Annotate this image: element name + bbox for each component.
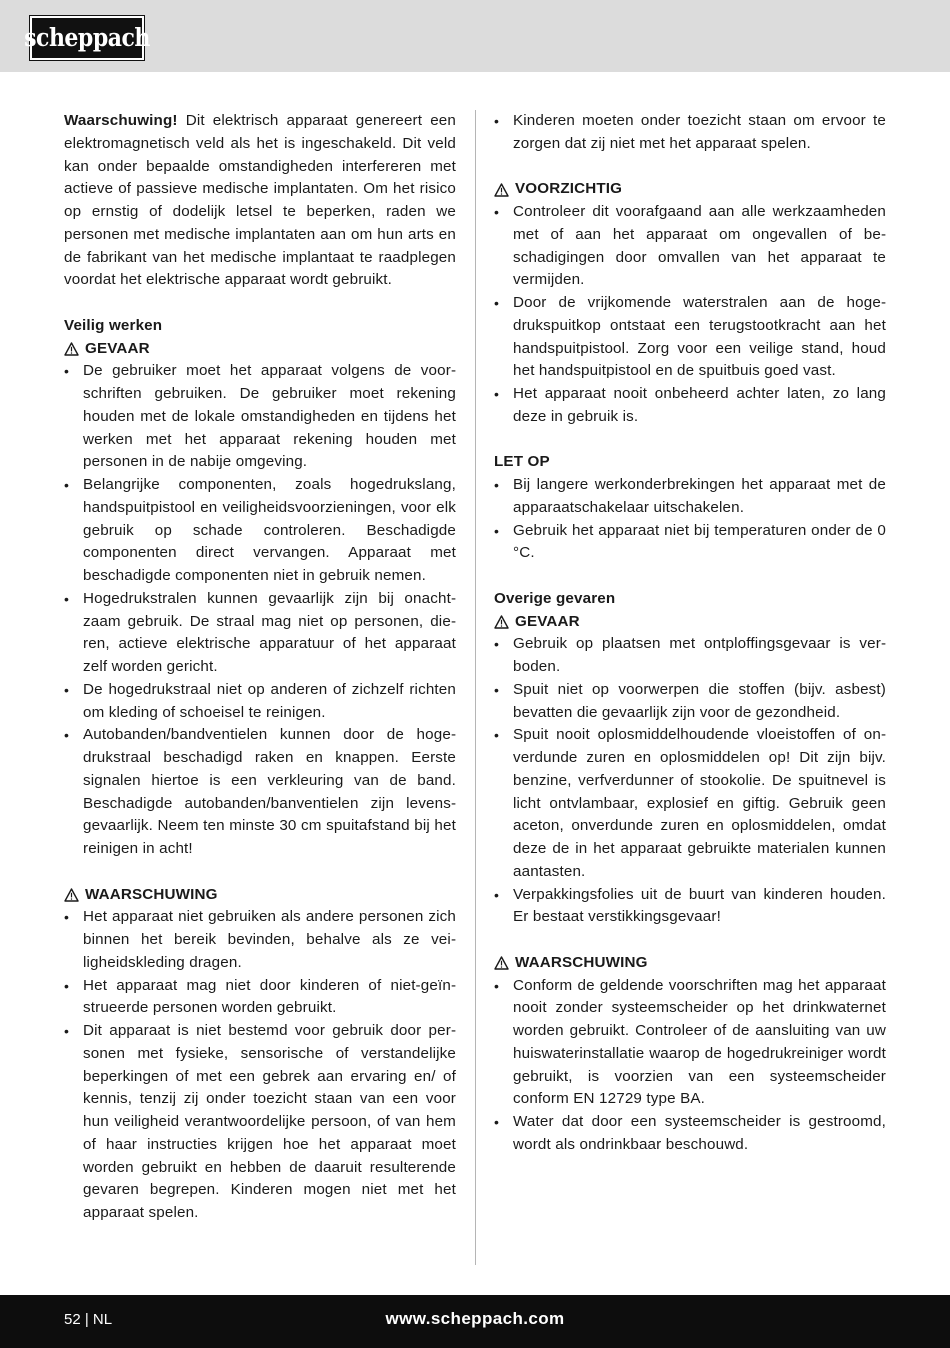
left-column: [64, 110, 456, 1225]
warning-label-voorzichtig: VOORZICHTIG: [494, 178, 886, 201]
list-item: • Verpakkingsfolies uit de buurt van kinderen houden. Er bestaat verstikkingsgevaar!: [494, 884, 886, 930]
list-item: • Hogedrukstralen kunnen gevaarlijk zijn bij onachtzaam gebruik. De straal mag niet op personen, dieren, actieve elektrische apparatuur of het apparaat zelf worden gericht.: [64, 588, 456, 679]
list-veilig-werken: [64, 360, 456, 861]
intro-paragraph: [64, 110, 456, 292]
page-footer: [0, 1295, 950, 1348]
list-item: • Het apparaat nooit onbeheerd achter laten, zo lang deze in gebruik is.: [494, 383, 886, 429]
list-item: • Water dat door een systeemscheider is gestroomd, wordt als ondrinkbaar beschouwd.: [494, 1111, 886, 1157]
list-item: • Het apparaat niet gebruiken als andere personen zich binnen het bereik bevinden, behalve als ze veiligheidskleding dragen.: [64, 906, 456, 974]
section-heading-veilig-werken: Veilig werken: [64, 316, 163, 334]
warning-label-gevaar: GEVAAR: [494, 611, 886, 634]
list-voorzichtig: [494, 201, 886, 429]
brand-logo: [24, 16, 150, 60]
list-item: • Dit apparaat is niet bestemd voor gebruik door personen met fysieke, sensorische of verstandelijke beperkingen of met een gebrek aan ervaring en/ of kennis, tenzij zij onder toezicht staan van een voor hun veiligheid verantwoordelijke persoon, of van hem of haar instructies krijgen hoe het apparaat moet worden gebruikt en hebben de daaruit resulterende gevaren begrepen. Kinderen mogen niet met het apparaat spelen.: [64, 1020, 456, 1225]
intro-bold: Waarschuwing!: [64, 112, 178, 129]
header-band: [0, 0, 950, 72]
warning-triangle-icon: [64, 888, 79, 902]
list-let-op: [494, 474, 886, 565]
list-item: • Gebruik het apparaat niet bij temperaturen onder de 0 °C.: [494, 520, 886, 566]
list-item: • Gebruik op plaatsen met ontploffingsgevaar is verboden.: [494, 633, 886, 679]
list-item: • Spuit nooit oplosmiddelhoudende vloeistoffen of onverdunde zuren en oplosmiddelen op! Dit zijn bijv. benzine, verfverdunner of stookolie. De spuitnevel is licht ontvlambaar, explosief en giftig. Gebruik geen aceton, onverdunde zuren en oplosmiddelen, omdat deze de in het apparaat gebruikte materialen kunnen aantasten.: [494, 724, 886, 883]
list-item: • Belangrijke componenten, zoals hogedrukslang, handspuitpistool en veiligheidsvoorzieningen, voor elk gebruik op schade controleren. Beschadigde componenten direct vervangen. Apparaat met beschadigde componenten niet in gebruik nemen.: [64, 474, 456, 588]
list-item: • Controleer dit voorafgaand aan alle werkzaamheden met of aan het apparaat om ongevallen of beschadigingen door omvallen van het apparaat te vermijden.: [494, 201, 886, 292]
warning-label-waarschuwing: WAARSCHUWING: [64, 884, 456, 907]
list-item: • Bij langere werkonderbrekingen het apparaat met de apparaatschakelaar uitschakelen.: [494, 474, 886, 520]
list-continued: [494, 110, 886, 156]
list-waarschuwing-right: [494, 975, 886, 1157]
column-divider: [475, 110, 476, 1265]
list-overige-gevaren: [494, 633, 886, 929]
page-number: 52 | NL: [64, 1311, 113, 1328]
list-item: • Door de vrijkomende waterstralen aan de hogedrukspuitkop ontstaat een terugstootkracht aan het handspuitpistool. Zorg voor een veilige stand, houd het handspuitpistool en de spuitbuis goed vast.: [494, 292, 886, 383]
list-item: • Kinderen moeten onder toezicht staan om ervoor te zorgen dat zij niet met het apparaat spelen.: [494, 110, 886, 156]
list-item: • Conform de geldende voorschriften mag het apparaat nooit zonder systeemscheider op het drinkwaternet worden gebruikt. Controleer of de aansluiting van uw huiswaterinstallatie waarop de hogedrukreiniger wordt gebruikt, is voorzien van een systeemscheider conform EN 12729 type BA.: [494, 975, 886, 1112]
warning-triangle-icon: [494, 615, 509, 629]
warning-triangle-icon: [494, 183, 509, 197]
list-item: • De hogedrukstraal niet op anderen of zichzelf richten om kleding of schoeisel te reinigen.: [64, 679, 456, 725]
list-item: • Autobanden/bandventielen kunnen door de hogedrukstraal beschadigd raken en knappen. Eerste signalen hiertoe is een verkleuring van de band. Beschadigde autobanden/banventielen zijn levensgevaarlijk. Neem ten minste 30 cm spuitafstand bij het reinigen in acht!: [64, 724, 456, 861]
section-heading-let-op: LET OP: [494, 453, 550, 471]
warning-triangle-icon: [494, 956, 509, 970]
list-item: • Het apparaat mag niet door kinderen of niet-geïnstrueerde personen worden gebruikt.: [64, 975, 456, 1021]
section-heading-overige-gevaren: Overige gevaren: [494, 589, 616, 607]
right-column: [494, 110, 886, 1157]
list-waarschuwing-left: [64, 906, 456, 1225]
brand-logo-text: scheppach: [24, 23, 150, 53]
warning-label-waarschuwing: WAARSCHUWING: [494, 952, 886, 975]
website-url: www.scheppach.com: [385, 1309, 565, 1328]
warning-label-gevaar: GEVAAR: [64, 338, 456, 361]
list-item: • Spuit niet op voorwerpen die stoffen (bijv. asbest) bevatten die gevaarlijk zijn voor de gezondheid.: [494, 679, 886, 725]
list-item: • De gebruiker moet het apparaat volgens de voorschriften gebruiken. De gebruiker moet rekening houden met de lokale omstandigheden en tijdens het werken met het apparaat rekening houden met personen in de nabije omgeving.: [64, 360, 456, 474]
intro-text: Dit elektrisch apparaat genereert een elektromagnetisch veld als het is ingeschakeld. Dit veld kan onder bepaalde omstandigheden interfereren met actieve of passieve medische implantaten. Om het risico op ernstig of dodelijk letsel te beperken, raden we personen met medische implantaten aan om hun arts en de fabrikant van het medische implantaat te raadplegen voordat het elektrische apparaat wordt gebruikt.: [64, 112, 456, 289]
warning-triangle-icon: [64, 342, 79, 356]
